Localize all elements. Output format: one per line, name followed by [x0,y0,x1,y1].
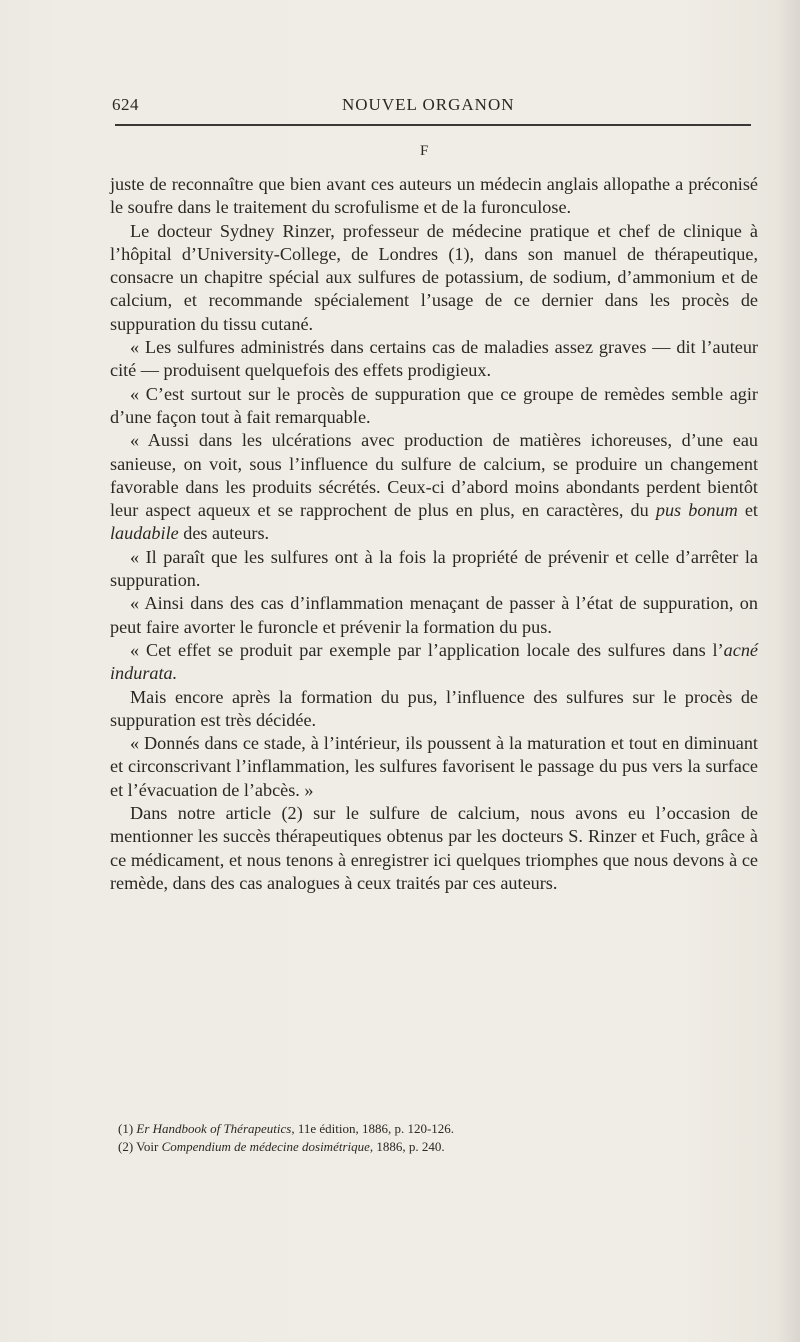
paragraph [110,639,758,686]
paragraph [110,802,758,895]
text-run: , 11e édition, 1886, p. 120-126. [291,1121,455,1136]
paragraph [110,429,758,545]
text-run: « Il paraît que les sulfures ont à la fois la propriété de prévenir et celle d’arrêter la suppuration. [110,546,758,591]
italic-text: acné indurata. [110,639,758,684]
body-text [110,173,758,895]
text-run: juste de reconnaître que bien avant ces auteurs un médecin anglais allopathe a préconisé le soufre dans le traitement du scrofulisme et de la furonculose. [110,174,758,218]
text-run: Le docteur Sydney Rinzer, professeur de médecine pratique et chef de clinique à l’hôpital d’University-College, de Londres (1), dans son manuel de thérapeutique, consacre un chapitre spécial aux sulfures de potassium, de sodium, d’ammonium et de calcium, et recommande spécialement l’usage de ce dernier dans les procès de suppuration du tissu cutané. [110,220,758,334]
page-number: 624 [112,95,139,114]
paragraph [110,686,758,733]
text-run: « C’est surtout sur le procès de suppuration que ce groupe de remèdes semble agir d’une façon tout à fait remarquable. [110,383,758,427]
text-run: « Donnés dans ce stade, à l’intérieur, ils poussent à la maturation et tout en diminuant et circonscrivant l’inflammation, les sulfures favorisent le passage du pus vers la surface et l’évacuation de l’abcès. » [110,733,758,800]
header-rule [115,124,751,126]
signature-mark: F [420,143,430,159]
text-run: Dans notre article (2) sur le sulfure de calcium, nous avons eu l’occasion de mentionner les succès thérapeutiques obtenus par les docteurs S. Rinzer et Fuch, grâce à ce médicament, et nous tenons à enregistrer ici quelques triomphes que nous devons à ce remède, dans des cas analogues à ceux traités par ces auteurs. [110,803,758,893]
text-run: , 1886, p. 240. [369,1139,445,1154]
footnotes [118,1120,758,1156]
text-run: « Les sulfures administrés dans certains cas de maladies assez graves — dit l’auteur cité — produisent quelquefois des effets prodigieux. [110,337,758,381]
text-run: « Cet effet se produit par exemple par l’application locale des sulfures dans l’ [130,639,724,660]
paragraph [110,732,758,802]
paragraph [110,546,758,593]
running-title: NOUVEL ORGANON [342,95,515,114]
paragraph [110,592,758,639]
italic-text: Er Handbook of Thérapeutics [136,1121,292,1136]
text-run: Mais encore après la formation du pus, l’influence des sulfures sur le procès de suppuration est très décidée. [110,686,758,730]
text-run: « Ainsi dans des cas d’inflammation menaçant de passer à l’état de suppuration, on peut faire avorter le furoncle et prévenir la formation du pus. [110,593,758,637]
italic-text: laudabile [110,523,179,544]
italic-text: Compendium de médecine dosimétrique [161,1139,370,1154]
page-header [112,92,752,122]
footnote [118,1138,758,1156]
text-run: « Aussi dans les ulcérations avec production de matières ichoreuses, d’une eau sanieuse, on voit, sous l’influence du sulfure de calcium, se produire un changement favorable dans les produits sécrétés. Ceux-ci d’abord moins abondants perdent bientôt leur aspect aqueux et se rapprochent de plus en plus, en caractères, du [110,430,758,521]
paragraph [110,383,758,430]
text-run: (2) Voir [118,1139,162,1154]
text-run: et [737,500,758,521]
paragraph [110,173,758,220]
italic-text: pus bonum [655,500,738,521]
paragraph [110,220,758,336]
footnote [118,1120,758,1138]
text-run: des auteurs. [178,523,270,544]
text-run: (1) [118,1121,137,1136]
paragraph [110,336,758,383]
